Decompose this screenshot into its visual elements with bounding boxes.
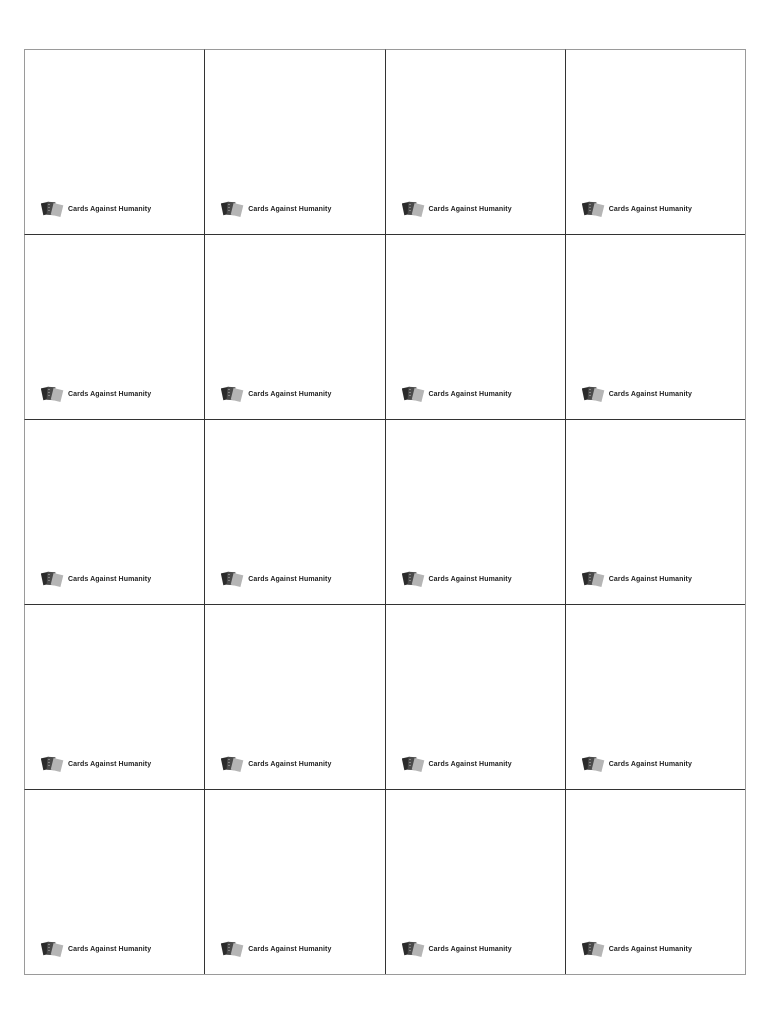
cah-cards-logo-icon	[221, 571, 245, 588]
blank-card-r1-c2	[204, 49, 384, 234]
card-brand-text: Cards Against Humanity	[428, 576, 512, 583]
blank-card-r1-c3	[385, 49, 565, 234]
card-brand-text: Cards Against Humanity	[68, 206, 152, 213]
blank-card-r2-c2	[204, 234, 384, 419]
card-brand	[402, 756, 512, 773]
blank-card-r2-c4	[565, 234, 745, 419]
card-brand-text: Cards Against Humanity	[608, 391, 692, 398]
card-brand	[582, 756, 692, 773]
card-brand-text: Cards Against Humanity	[608, 206, 692, 213]
card-brand-text: Cards Against Humanity	[68, 576, 152, 583]
card-brand	[221, 571, 331, 588]
card-brand-text: Cards Against Humanity	[68, 761, 152, 768]
cah-cards-logo-icon	[41, 201, 65, 218]
blank-card-r4-c2	[204, 604, 384, 789]
card-brand-text: Cards Against Humanity	[428, 761, 512, 768]
cah-cards-logo-icon	[41, 571, 65, 588]
blank-card-r1-c1	[24, 49, 204, 234]
card-brand-text: Cards Against Humanity	[248, 391, 332, 398]
card-brand	[582, 386, 692, 403]
cah-cards-logo-icon	[41, 386, 65, 403]
blank-card-r5-c4	[565, 789, 745, 974]
cah-cards-logo-icon	[221, 941, 245, 958]
cah-cards-logo-icon	[402, 571, 426, 588]
blank-card-r2-c3	[385, 234, 565, 419]
card-brand-text: Cards Against Humanity	[608, 576, 692, 583]
cah-cards-logo-icon	[41, 756, 65, 773]
card-brand	[221, 941, 331, 958]
card-brand	[402, 201, 512, 218]
cah-cards-logo-icon	[402, 386, 426, 403]
cah-cards-logo-icon	[41, 941, 65, 958]
blank-card-r3-c1	[24, 419, 204, 604]
card-brand-text: Cards Against Humanity	[248, 576, 332, 583]
cah-cards-logo-icon	[582, 756, 606, 773]
cah-cards-logo-icon	[582, 941, 606, 958]
cah-cards-logo-icon	[221, 201, 245, 218]
card-brand	[582, 201, 692, 218]
blank-card-r2-c1	[24, 234, 204, 419]
cah-cards-logo-icon	[402, 941, 426, 958]
cah-cards-logo-icon	[221, 756, 245, 773]
card-brand	[221, 386, 331, 403]
blank-card-r5-c3	[385, 789, 565, 974]
card-brand	[41, 941, 151, 958]
blank-card-r5-c2	[204, 789, 384, 974]
card-brand	[221, 201, 331, 218]
card-brand-text: Cards Against Humanity	[68, 946, 152, 953]
blank-card-r1-c4	[565, 49, 745, 234]
card-brand	[41, 571, 151, 588]
card-brand	[402, 571, 512, 588]
cah-cards-logo-icon	[221, 386, 245, 403]
card-brand-text: Cards Against Humanity	[248, 761, 332, 768]
card-brand-text: Cards Against Humanity	[428, 391, 512, 398]
cah-cards-logo-icon	[582, 201, 606, 218]
cah-cards-logo-icon	[402, 201, 426, 218]
card-brand	[402, 941, 512, 958]
card-brand-text: Cards Against Humanity	[608, 761, 692, 768]
cah-cards-logo-icon	[582, 386, 606, 403]
cah-cards-logo-icon	[582, 571, 606, 588]
cah-cards-logo-icon	[402, 756, 426, 773]
card-brand-text: Cards Against Humanity	[428, 946, 512, 953]
blank-card-r4-c3	[385, 604, 565, 789]
card-brand-text: Cards Against Humanity	[248, 946, 332, 953]
card-brand-text: Cards Against Humanity	[428, 206, 512, 213]
card-brand	[41, 756, 151, 773]
blank-card-r4-c4	[565, 604, 745, 789]
card-brand	[402, 386, 512, 403]
card-brand	[582, 571, 692, 588]
blank-card-r5-c1	[24, 789, 204, 974]
blank-card-r3-c2	[204, 419, 384, 604]
card-brand	[582, 941, 692, 958]
card-brand-text: Cards Against Humanity	[68, 391, 152, 398]
blank-card-r4-c1	[24, 604, 204, 789]
card-brand	[41, 386, 151, 403]
card-brand	[41, 201, 151, 218]
card-brand-text: Cards Against Humanity	[608, 946, 692, 953]
card-brand-text: Cards Against Humanity	[248, 206, 332, 213]
blank-card-r3-c4	[565, 419, 745, 604]
card-sheet	[24, 49, 746, 975]
blank-card-r3-c3	[385, 419, 565, 604]
card-brand	[221, 756, 331, 773]
